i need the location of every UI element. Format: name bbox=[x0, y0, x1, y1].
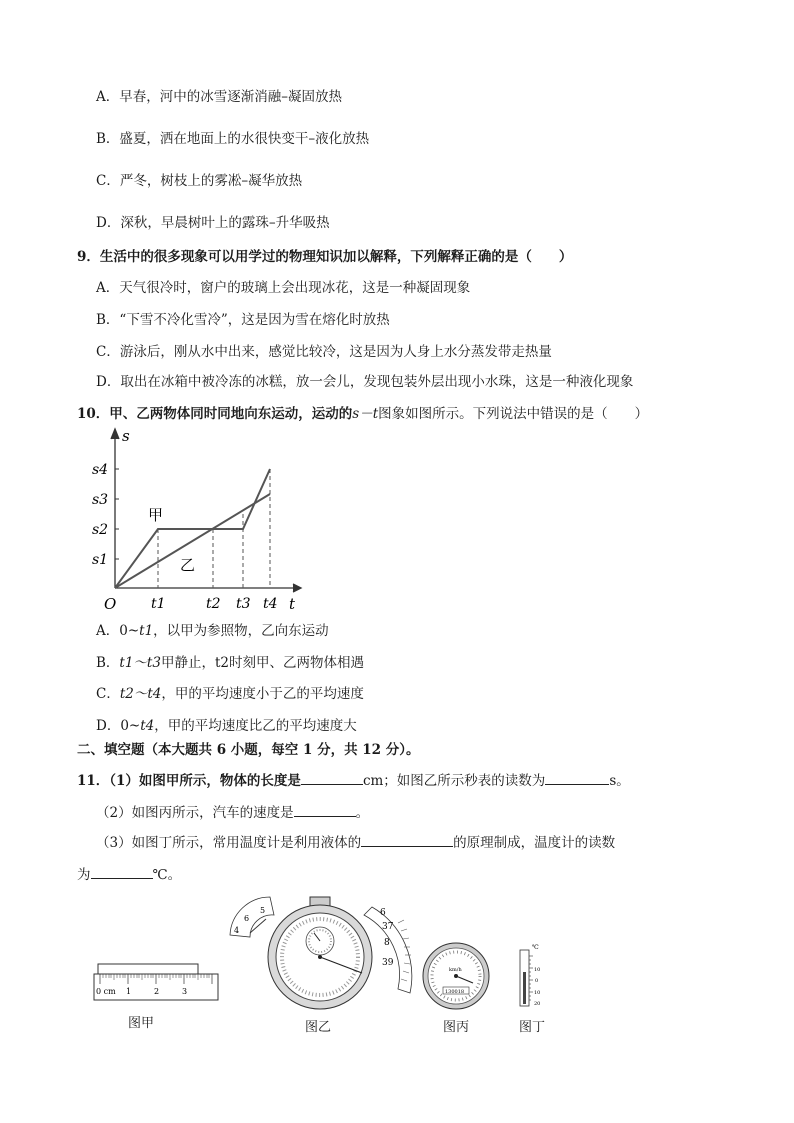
thermo-label-20: 20 bbox=[534, 1001, 541, 1007]
answer-blank-temperature[interactable] bbox=[91, 864, 153, 879]
caption-jia: 图甲 bbox=[128, 1016, 155, 1031]
q10-option-d: D．0~t4，甲的平均速度比乙的平均速度大 bbox=[96, 718, 357, 734]
tick-s3: s3 bbox=[92, 492, 109, 508]
q11-line-2: （2）如图丙所示，汽车的速度是 。 bbox=[96, 802, 369, 822]
q9-option-b: B．“下雪不冷化雪冷”，这是因为雪在熔化时放热 bbox=[96, 312, 390, 328]
ruler-label-0: 0 cm bbox=[96, 987, 116, 996]
q10-option-a: A．0~t1，以甲为参照物，乙向东运动 bbox=[96, 623, 329, 639]
q8-option-a: A．早春，河中的冰雪逐渐消融–凝固放热 bbox=[96, 89, 342, 105]
st-graph bbox=[88, 425, 318, 615]
q10-option-b: B．t1～t3甲静止，t2时刻甲、乙两物体相遇 bbox=[96, 655, 364, 671]
thermo-unit: ℃ bbox=[532, 944, 539, 951]
label-jia: 甲 bbox=[148, 506, 164, 524]
section-2-heading: 二、填空题（本大题共 6 小题，每空 1 分，共 12 分）。 bbox=[77, 742, 420, 758]
tick-t1: t1 bbox=[151, 596, 166, 612]
q11-line-3: （3）如图丁所示，常用温度计是利用液体的 的原理制成，温度计的读数 bbox=[96, 832, 615, 852]
q11-line-4: 为 ℃。 bbox=[77, 864, 181, 884]
stopwatch-label-39: 39 bbox=[382, 958, 394, 968]
tick-s1: s1 bbox=[92, 552, 109, 568]
tick-s4: s4 bbox=[92, 462, 109, 478]
thermometer-figure bbox=[517, 942, 547, 1008]
tick-t4: t4 bbox=[263, 596, 278, 612]
q9-option-d: D．取出在冰箱中被冷冻的冰糕，放一会儿，发现包装外层出现小水珠，这是一种液化现象 bbox=[96, 374, 634, 390]
ruler-figure bbox=[92, 962, 222, 1002]
speedo-odometer: 130018 bbox=[445, 989, 465, 995]
axis-s-label: s bbox=[122, 427, 130, 445]
stopwatch-figure bbox=[222, 893, 422, 1018]
speedo-unit: km/h bbox=[449, 967, 462, 973]
answer-blank-speed[interactable] bbox=[294, 802, 356, 817]
axis-t-label: t bbox=[289, 595, 296, 613]
q8-option-d: D．深秋，早晨树叶上的露珠–升华吸热 bbox=[96, 215, 330, 231]
q9-number: 9．生活中的很多现象可以用学过的物理知识加以解释，下列解释正确的是（ ） bbox=[77, 249, 573, 265]
q11-line-1: 11．（1）如图甲所示，物体的长度是 cm；如图乙所示秒表的读数为 s。 bbox=[77, 770, 630, 790]
tick-t2: t2 bbox=[206, 596, 221, 612]
origin-label: O bbox=[104, 595, 117, 613]
small-label-4: 4 bbox=[234, 926, 240, 935]
stopwatch-label-8: 8 bbox=[384, 938, 390, 948]
answer-blank-stopwatch[interactable] bbox=[545, 770, 609, 785]
q10-option-c: C．t2～t4，甲的平均速度小于乙的平均速度 bbox=[96, 686, 364, 702]
q9-option-a: A．天气很冷时，窗户的玻璃上会出现冰花，这是一种凝固现象 bbox=[96, 280, 471, 296]
q9-option-c: C．游泳后，刚从水中出来，感觉比较冷，这是因为人身上水分蒸发带走热量 bbox=[96, 344, 552, 360]
caption-bing: 图丙 bbox=[443, 1020, 470, 1035]
label-yi: 乙 bbox=[180, 556, 196, 574]
speedometer-figure bbox=[421, 941, 491, 1011]
ruler-label-3: 3 bbox=[182, 987, 188, 996]
thermo-label-0: 0 bbox=[535, 978, 539, 984]
tick-t3: t3 bbox=[236, 596, 251, 612]
q10-stem: 10．甲、乙两物体同时同地向东运动，运动的s－t图象如图所示。下列说法中错误的是（ ） bbox=[77, 406, 649, 422]
stopwatch-label-6: 6 bbox=[380, 908, 386, 918]
ruler-label-1: 1 bbox=[126, 987, 132, 996]
q9-stem bbox=[77, 248, 572, 266]
small-label-5: 5 bbox=[260, 906, 266, 915]
answer-blank-principle[interactable] bbox=[361, 832, 453, 847]
small-label-6: 6 bbox=[244, 914, 250, 923]
ruler-label-2: 2 bbox=[154, 987, 160, 996]
thermo-label-10-bottom: 10 bbox=[534, 990, 541, 996]
stopwatch-label-37: 37 bbox=[382, 922, 394, 932]
caption-ding: 图丁 bbox=[519, 1020, 546, 1035]
answer-blank-length[interactable] bbox=[301, 770, 363, 785]
q8-option-c: C．严冬，树枝上的雾凇–凝华放热 bbox=[96, 173, 303, 189]
tick-s2: s2 bbox=[92, 522, 109, 538]
caption-yi: 图乙 bbox=[305, 1020, 332, 1035]
thermo-label-10-top: 10 bbox=[534, 967, 541, 973]
q8-option-b: B．盛夏，洒在地面上的水很快变干–液化放热 bbox=[96, 131, 370, 147]
